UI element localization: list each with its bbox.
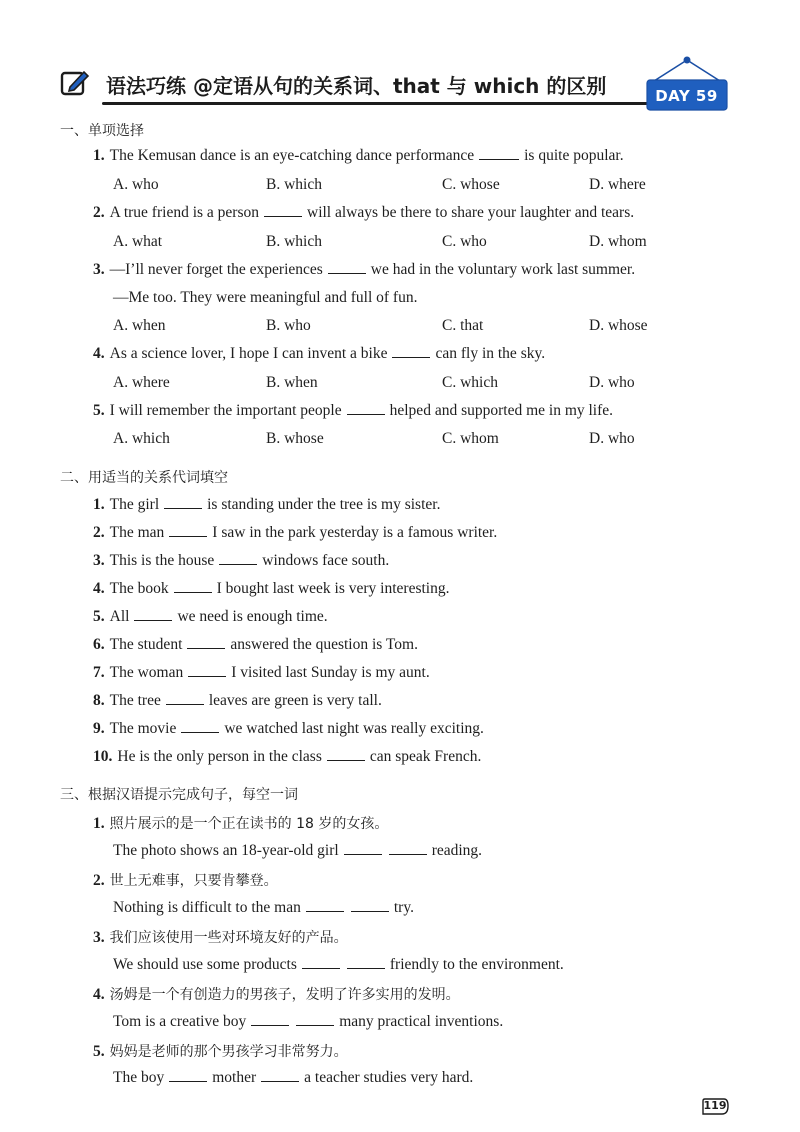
pencil-note-icon: [60, 68, 90, 98]
option-d[interactable]: D. where: [589, 176, 646, 193]
answer-blank[interactable]: [166, 692, 204, 705]
item-number: 10.: [93, 748, 113, 765]
answer-blank[interactable]: [347, 402, 385, 415]
question-number: 1.: [93, 147, 105, 164]
item-number: 4.: [93, 580, 105, 597]
answer-blank[interactable]: [327, 748, 365, 761]
item-number: 4.: [93, 986, 105, 1003]
option-d[interactable]: D. whom: [589, 233, 647, 250]
option-a[interactable]: A. what: [113, 233, 163, 250]
sentence-text: many practical inventions.: [339, 1013, 504, 1030]
item-text: The student: [109, 636, 183, 653]
question-number: 4.: [93, 345, 105, 362]
page-title: 语法巧练 @定语从句的关系词、that 与 which 的区别: [106, 74, 607, 98]
translation-answer-2: [113, 899, 414, 917]
item-text: All: [109, 608, 130, 625]
question-text: can fly in the sky.: [435, 345, 546, 362]
option-d[interactable]: D. whose: [589, 317, 648, 334]
option-c[interactable]: C. whose: [442, 176, 500, 193]
option-d[interactable]: D. who: [589, 374, 635, 391]
translation-prompt-5: [93, 1041, 348, 1061]
mc-question-1: [93, 147, 624, 165]
fill-item-10: [93, 748, 481, 766]
question-text: —I’ll never forget the experiences: [109, 261, 323, 278]
option-a[interactable]: A. which: [113, 430, 170, 447]
chinese-hint: 世上无难事，只要肯攀登。: [109, 873, 278, 889]
item-text: answered the question is Tom.: [230, 636, 418, 653]
sentence-text: Nothing is difficult to the man: [113, 899, 301, 916]
item-number: 3.: [93, 552, 105, 569]
translation-answer-4: [113, 1013, 503, 1031]
question-number: 3.: [93, 261, 105, 278]
item-number: 6.: [93, 636, 105, 653]
question-text: is quite popular.: [524, 147, 624, 164]
answer-blank[interactable]: [181, 720, 219, 733]
answer-blank[interactable]: [169, 524, 207, 537]
dialogue-reply: —Me too. They were meaningful and full of fun.: [113, 289, 418, 306]
item-text: I visited last Sunday is my aunt.: [231, 664, 430, 681]
answer-blank[interactable]: [188, 664, 226, 677]
header: [56, 62, 736, 122]
answer-blank[interactable]: [302, 956, 340, 969]
item-number: 2.: [93, 524, 105, 541]
translation-prompt-1: [93, 813, 388, 833]
answer-blank[interactable]: [261, 1069, 299, 1082]
option-b[interactable]: B. which: [266, 233, 322, 250]
item-text: This is the house: [109, 552, 215, 569]
mc-question-3: [93, 261, 635, 279]
day-badge: DAY 59: [655, 87, 718, 105]
option-d[interactable]: D. who: [589, 430, 635, 447]
fill-item-6: [93, 636, 418, 654]
question-text: As a science lover, I hope I can invent a bike: [109, 345, 388, 362]
sentence-text: friendly to the environment.: [389, 956, 564, 973]
item-text: He is the only person in the class: [117, 748, 322, 765]
item-number: 9.: [93, 720, 105, 737]
item-number: 2.: [93, 872, 105, 889]
translation-prompt-2: [93, 870, 278, 890]
fill-item-4: [93, 580, 450, 598]
chinese-hint: 妈妈是老师的那个男孩学习非常努力。: [109, 1044, 348, 1060]
fill-item-5: [93, 608, 328, 626]
answer-blank[interactable]: [351, 899, 389, 912]
question-number: 2.: [93, 204, 105, 221]
hanging-sign-icon: [644, 56, 730, 116]
mc-question-4: [93, 345, 545, 363]
translation-prompt-4: [93, 984, 460, 1004]
item-text: The girl: [109, 496, 160, 513]
page-number: 119: [703, 1099, 727, 1112]
item-text: is standing under the tree is my sister.: [207, 496, 441, 513]
translation-answer-1: [113, 842, 482, 860]
item-number: 1.: [93, 815, 105, 832]
chinese-hint: 照片展示的是一个正在读书的 18 岁的女孩。: [109, 816, 389, 832]
sentence-text: a teacher studies very hard.: [304, 1069, 474, 1086]
answer-blank[interactable]: [174, 580, 212, 593]
item-text: The man: [109, 524, 165, 541]
answer-blank[interactable]: [164, 496, 202, 509]
answer-blank[interactable]: [296, 1013, 334, 1026]
question-text: will always be there to share your laughter and tears.: [307, 204, 635, 221]
sentence-text: We should use some products: [113, 956, 297, 973]
item-text: I saw in the park yesterday is a famous writer.: [212, 524, 498, 541]
option-c[interactable]: C. which: [442, 374, 498, 391]
chinese-hint: 我们应该使用一些对环境友好的产品。: [109, 930, 348, 946]
translation-prompt-3: [93, 927, 348, 947]
fill-item-7: [93, 664, 430, 682]
fill-item-3: [93, 552, 389, 570]
mc-question-2: [93, 204, 634, 222]
item-text: we watched last night was really exciting.: [224, 720, 484, 737]
option-a[interactable]: A. where: [113, 374, 170, 391]
answer-blank[interactable]: [219, 552, 257, 565]
question-text: A true friend is a person: [109, 204, 259, 221]
answer-blank[interactable]: [264, 204, 302, 217]
item-number: 1.: [93, 496, 105, 513]
option-b[interactable]: B. when: [266, 374, 318, 391]
question-text: we had in the voluntary work last summer.: [370, 261, 636, 278]
option-a[interactable]: A. who: [113, 176, 159, 193]
answer-blank[interactable]: [169, 1069, 207, 1082]
sentence-text: mother: [212, 1069, 257, 1086]
answer-blank[interactable]: [392, 345, 430, 358]
fill-item-2: [93, 524, 497, 542]
fill-item-8: [93, 692, 382, 710]
question-text: I will remember the important people: [109, 402, 342, 419]
item-text: we need is enough time.: [177, 608, 328, 625]
item-number: 5.: [93, 608, 105, 625]
question-number: 5.: [93, 402, 105, 419]
option-a[interactable]: A. when: [113, 317, 166, 334]
answer-blank[interactable]: [328, 261, 366, 274]
question-text: The Kemusan dance is an eye-catching dance performance: [109, 147, 475, 164]
answer-blank[interactable]: [251, 1013, 289, 1026]
title-underline: [102, 102, 662, 105]
item-text: The movie: [109, 720, 177, 737]
answer-blank[interactable]: [479, 147, 519, 160]
sentence-text: The photo shows an 18-year-old girl: [113, 842, 339, 859]
chinese-hint: 汤姆是一个有创造力的男孩子，发明了许多实用的发明。: [109, 987, 460, 1003]
translation-answer-3: [113, 956, 564, 974]
sentence-text: The boy: [113, 1069, 165, 1086]
item-text: windows face south.: [262, 552, 390, 569]
item-number: 5.: [93, 1043, 105, 1060]
sentence-text: reading.: [431, 842, 483, 859]
translation-answer-5: [113, 1069, 473, 1087]
answer-blank[interactable]: [306, 899, 344, 912]
answer-blank[interactable]: [134, 608, 172, 621]
item-text: can speak French.: [369, 748, 482, 765]
option-b[interactable]: B. who: [266, 317, 311, 334]
option-b[interactable]: B. which: [266, 176, 322, 193]
sentence-text: Tom is a creative boy: [113, 1013, 247, 1030]
section1-heading: 一、单项选择: [60, 123, 144, 139]
page-number-tab: [700, 1097, 730, 1117]
item-number: 8.: [93, 692, 105, 709]
mc-question-5: [93, 402, 613, 420]
section2-heading: 二、用适当的关系代词填空: [60, 470, 228, 486]
fill-item-1: [93, 496, 440, 514]
item-text: The book: [109, 580, 169, 597]
option-c[interactable]: C. who: [442, 233, 487, 250]
answer-blank[interactable]: [347, 956, 385, 969]
option-b[interactable]: B. whose: [266, 430, 324, 447]
fill-item-9: [93, 720, 484, 738]
item-text: The tree: [109, 692, 161, 709]
item-text: leaves are green is very tall.: [208, 692, 382, 709]
option-c[interactable]: C. whom: [442, 430, 499, 447]
section3-heading: 三、根据汉语提示完成句子，每空一词: [60, 787, 298, 803]
question-text: helped and supported me in my life.: [389, 402, 614, 419]
item-number: 7.: [93, 664, 105, 681]
item-number: 3.: [93, 929, 105, 946]
answer-blank[interactable]: [187, 636, 225, 649]
sentence-text: try.: [393, 899, 414, 916]
item-text: I bought last week is very interesting.: [216, 580, 450, 597]
answer-blank[interactable]: [389, 842, 427, 855]
answer-blank[interactable]: [344, 842, 382, 855]
option-c[interactable]: C. that: [442, 317, 484, 334]
item-text: The woman: [109, 664, 184, 681]
